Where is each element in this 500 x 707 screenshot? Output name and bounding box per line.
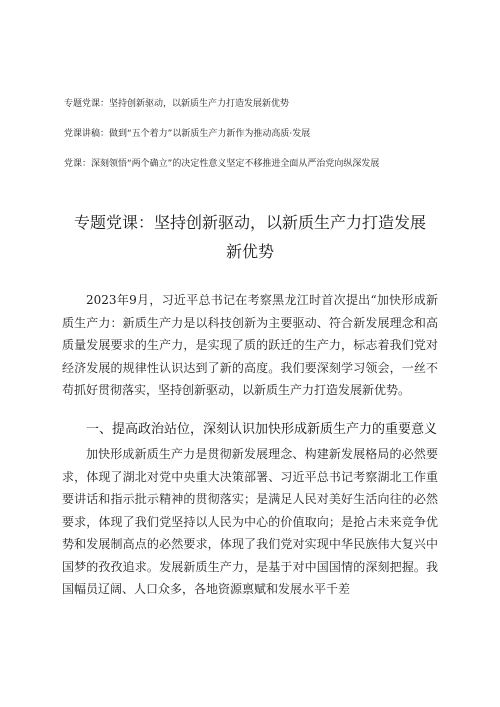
body-paragraph-2: 加快形成新质生产力是贯彻新发展理念、构建新发展格局的必然要求，体现了湖北对党中央重大决策部署、习近平总书记考察湖北工作重要讲话和指示批示精神的贯彻落实；是满足人民对美好生活向往的必然要求，体现了我们党坚持以人民为中心的价值取向；是抢占未来竞争优势和发展制高点的必然要求，体现了我们党对实现中华民族伟大复兴中国梦的孜孜追求。发展新质生产力，是基于对中国国情的深刻把握。我国幅员辽阔、人口众多，各地资源禀赋和发展水平千差	[62, 447, 438, 596]
table-of-contents	[64, 98, 464, 188]
body-paragraph-1: 2023年9月，习近平总书记在考察黑龙江时首次提出“加快形成新质生产力：新质生产力是以科技创新为主要驱动、符合新发展理念和高质量发展要求的生产力，是实现了质的跃迁的生产力，标志着我们党对经济发展的规律性认识达到了新的高度。我们要深刻学习领会，一丝不苟抓好贯彻落实，坚持创新驱动，以新质生产力打造发展新优势。	[62, 293, 438, 397]
toc-item-1[interactable]: 专题党课：坚持创新驱动，以新质生产力打造发展新优势	[64, 99, 290, 109]
section-heading-1: 一、提高政治站位，深刻认识加快形成新质生产力的重要意义	[86, 422, 438, 437]
document-title: 专题党课：坚持创新驱动，以新质生产力打造发展新优势	[73, 213, 426, 261]
toc-item-3[interactable]: 党课：深刻领悟“两个确立”的决定性意义坚定不移推进全面从严治党向纵深发展	[64, 159, 380, 169]
toc-item-2[interactable]: 党课讲稿：做到“五个着力”以新质生产力新作为推动高质·发展	[64, 129, 311, 139]
